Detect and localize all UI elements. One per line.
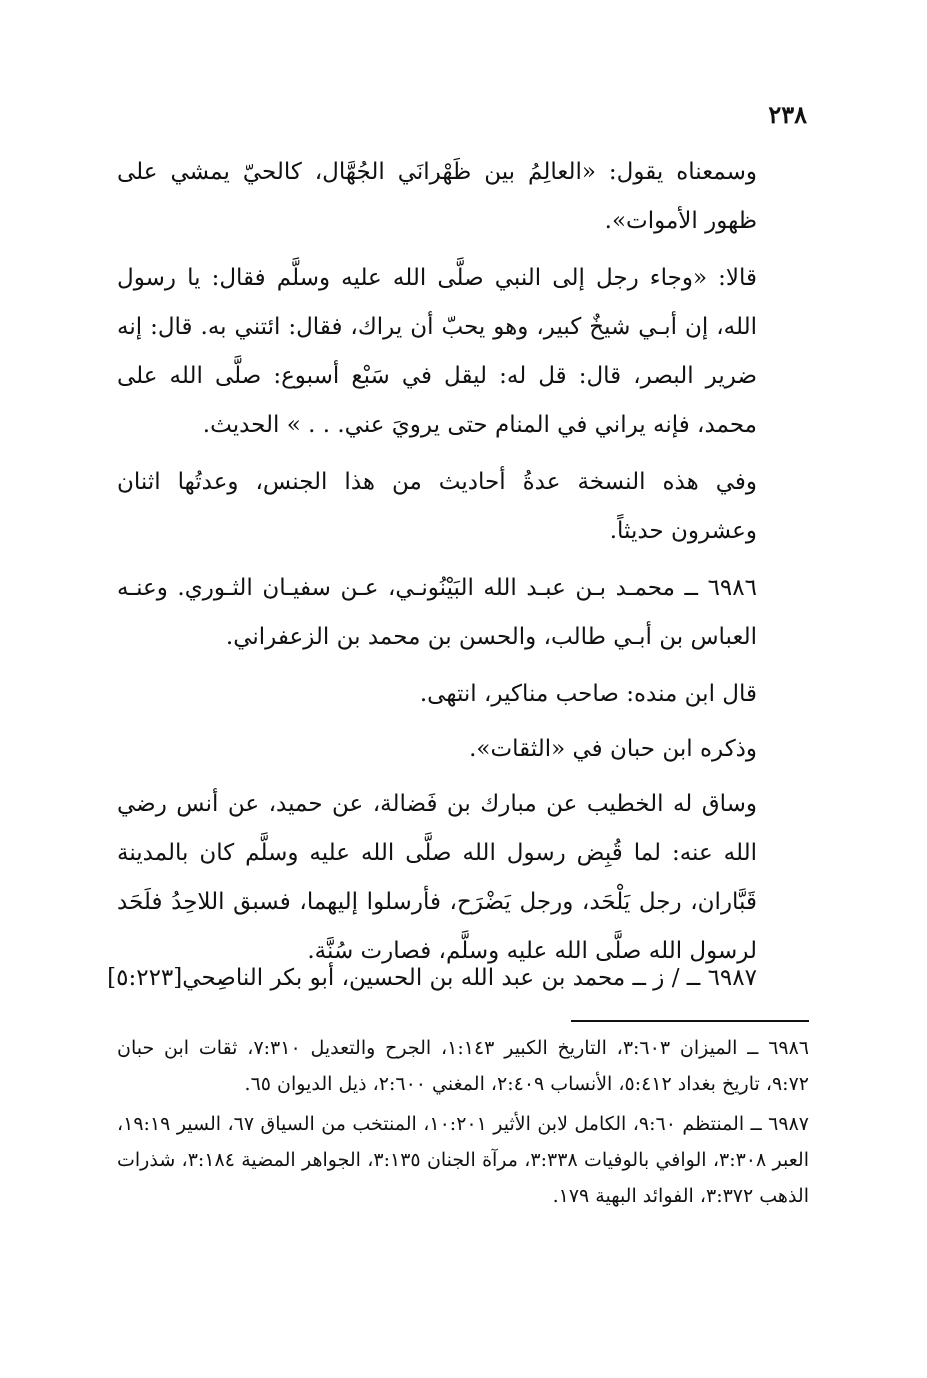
main-text xyxy=(117,148,809,984)
paragraph-khatib: وساق له الخطيب عن مبارك بن فَضالة، عن حميد، عن أنس رضي الله عنه: لما قُبِض رسول الله صلَّى الله عليه وسلَّم كان بالمدينة قَبَّاران، رجل يَلْحَد، ورجل يَضْرَح، فأرسلوا إليهما، فسبق اللاحِدُ فلَحَد لرسول الله صلَّى الله عليه وسلَّم، فصارت سُنَّة. xyxy=(117,791,757,964)
volume-reference: [٥:٢٢٣] xyxy=(107,965,183,991)
paragraph-quote-scholar: وسمعناه يقول: «العالِمُ بين ظَهْرانَي الجُهَّال، كالحيّ يمشي على ظهور الأموات». xyxy=(117,159,757,234)
paragraph-ibn-hibban: وذكره ابن حبان في «الثقات». xyxy=(469,736,757,762)
entry-6987-title: ٦٩٨٧ ــ / ز ــ محمد بن عبد الله بن الحسين، أبو بكر الناصِحي xyxy=(182,965,757,991)
footnote-6987 xyxy=(117,1106,809,1214)
paragraph-manuscript-note: وفي هذه النسخة عدةُ أحاديث من هذا الجنس، وعدتُها اثنان وعشرون حديثاً. xyxy=(117,469,757,544)
footnote-text: المنتظم ٩:٦٠، الكامل لابن الأثير ١٠:٢٠١، المنتخب من السياق ٦٧، السير ١٩:١٩، العبر ٣:٣٠٨، الوافي بالوفيات ٣:٣٣٨، مرآة الجنان ٣:١٣٥، الجواهر المضية ٣:١٨٤، شذرات الذهب ٣:٣٧٢، الفوائد البهية ١٧٩. xyxy=(117,1113,810,1207)
footnote-divider xyxy=(571,1020,809,1022)
paragraph-ibn-mandah: قال ابن منده: صاحب مناكير، انتهى. xyxy=(419,681,757,707)
footnote-6986 xyxy=(117,1030,809,1102)
footnote-number: ٦٩٨٦ ــ xyxy=(747,1037,810,1059)
footnotes xyxy=(117,1030,809,1218)
footnote-number: ٦٩٨٧ ــ xyxy=(750,1113,809,1135)
entry-6986: ٦٩٨٦ ــ محمـد بـن عبـد الله البَيْنُونـي، عـن سفيـان الثـوري. وعنـه العباس بن أبـي طالب، والحسن بن محمد بن الزعفراني. xyxy=(117,575,757,650)
footnote-text: الميزان ٣:٦٠٣، التاريخ الكبير ١:١٤٣، الجرح والتعديل ٧:٣١٠، ثقات ابن حبان ٩:٧٢، تاريخ بغداد ٥:٤١٢، الأنساب ٢:٤٠٩، المغني ٢:٦٠٠، ذيل الديوان ٦٥. xyxy=(117,1037,809,1095)
entry-6987-heading xyxy=(107,958,809,998)
paragraph-hadith: قالا: «وجاء رجل إلى النبي صلَّى الله عليه وسلَّم فقال: يا رسول الله، إن أبـي شيخٌ كبير، وهو يحبّ أن يراك، فقال: ائتني به. قال: إنه ضرير البصر، قال: قل له: ليقل في سَبْع أسبوع: صلَّى الله على محمد، فإنه يراني في المنام حتى يرويَ عني. . . » الحديث. xyxy=(117,265,757,438)
page-number: ٢٣٨ xyxy=(768,100,807,129)
